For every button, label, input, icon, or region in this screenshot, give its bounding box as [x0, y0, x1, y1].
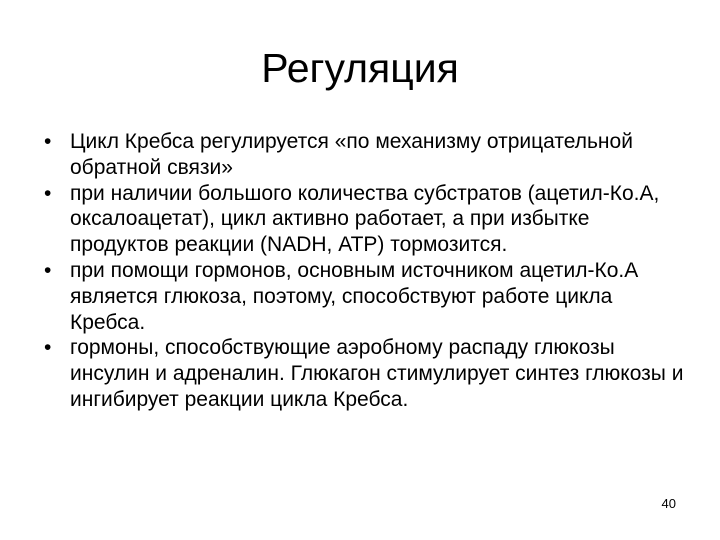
- bullet-text: при помощи гормонов, основным источником ацетил-Ко.А является глюкоза, поэтому, способствуют работе цикла Кребса.: [70, 258, 639, 334]
- bullet-item: [40, 129, 688, 181]
- bullet-dot-icon: •: [44, 181, 52, 205]
- bullet-text: Цикл Кребса регулируется «по механизму отрицательной обратной связи»: [70, 130, 633, 179]
- bullet-dot-icon: •: [44, 258, 52, 282]
- bullet-item: [40, 258, 688, 335]
- bullet-item: [40, 335, 688, 412]
- bullet-dot-icon: •: [44, 336, 52, 360]
- slide-title: Регуляция: [261, 45, 459, 91]
- bullet-text: при наличии большого количества субстратов (ацетил-Ко.А, оксалоацетат), цикл активно работает, а при избытке продуктов реакции (NADH, АТР) тормозится.: [70, 181, 660, 257]
- bullet-list: [40, 129, 688, 413]
- bullet-dot-icon: •: [44, 130, 52, 153]
- bullet-item: [40, 181, 688, 258]
- page-number: 40: [661, 496, 676, 511]
- bullet-text: гормоны, способствующие аэробному распаду глюкозы инсулин и адреналин. Глюкагон стимулирует синтез глюкозы и ингибирует реакции цикла Кребса.: [70, 336, 684, 411]
